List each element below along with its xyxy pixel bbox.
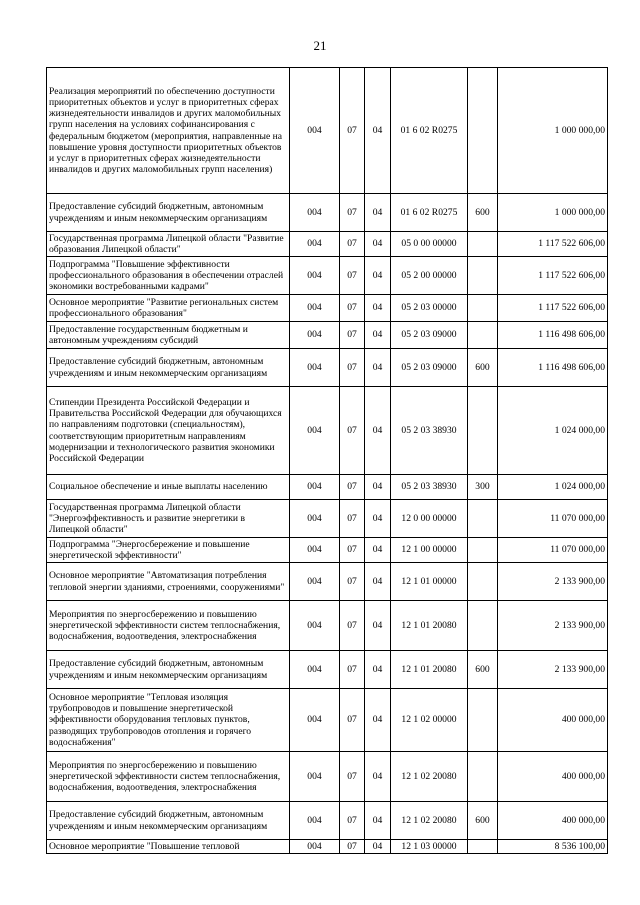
section-code-cell: 07 [340,689,365,752]
ministry-code-cell: 004 [290,563,340,601]
subsection-code-cell: 04 [365,295,391,322]
target-code-cell: 12 0 00 00000 [391,500,468,538]
ministry-code-cell: 004 [290,257,340,295]
item-name-cell: Мероприятия по энергосбережению и повышению энергетической эффективности систем теплоснабжения, водоснабжения, водоотведения, электроснабжения [47,601,290,651]
ministry-code-cell: 004 [290,349,340,387]
subsection-code-cell: 04 [365,322,391,349]
expense-type-cell: 300 [468,475,498,500]
item-name-cell: Предоставление государственным бюджетным и автономным учреждениям субсидий [47,322,290,349]
target-code-cell: 12 1 01 00000 [391,563,468,601]
table-row [47,563,608,601]
subsection-code-cell: 04 [365,349,391,387]
item-name-cell: Государственная программа Липецкой области "Энергоэффективность и развитие энергетики в Липецкой области" [47,500,290,538]
amount-cell: 2 133 900,00 [498,601,608,651]
ministry-code-cell: 004 [290,601,340,651]
target-code-cell: 05 0 00 00000 [391,232,468,257]
expense-type-cell [468,752,498,802]
ministry-code-cell: 004 [290,387,340,475]
section-code-cell: 07 [340,194,365,232]
amount-cell: 400 000,00 [498,802,608,840]
target-code-cell: 01 6 02 R0275 [391,68,468,194]
table-body [47,68,608,854]
target-code-cell: 12 1 00 00000 [391,538,468,563]
target-code-cell: 12 1 01 20080 [391,651,468,689]
item-name-cell: Стипендии Президента Российской Федерации и Правительства Российской Федерации для обучающихся по направлениям подготовки (специальностям), соответствующим приоритетным направлениям модернизации и технологического развития экономики Российской Федерации [47,387,290,475]
section-code-cell: 07 [340,651,365,689]
table-row [47,349,608,387]
table-row [47,194,608,232]
subsection-code-cell: 04 [365,689,391,752]
expense-type-cell [468,295,498,322]
target-code-cell: 12 1 03 00000 [391,840,468,854]
expense-type-cell: 600 [468,194,498,232]
expense-type-cell: 600 [468,802,498,840]
section-code-cell: 07 [340,322,365,349]
target-code-cell: 05 2 00 00000 [391,257,468,295]
amount-cell: 2 133 900,00 [498,651,608,689]
ministry-code-cell: 004 [290,689,340,752]
table-row [47,802,608,840]
section-code-cell: 07 [340,752,365,802]
table-row [47,257,608,295]
table-row [47,387,608,475]
ministry-code-cell: 004 [290,538,340,563]
amount-cell: 1 117 522 606,00 [498,295,608,322]
target-code-cell: 01 6 02 R0275 [391,194,468,232]
section-code-cell: 07 [340,295,365,322]
expense-type-cell: 600 [468,651,498,689]
subsection-code-cell: 04 [365,802,391,840]
table-row [47,752,608,802]
subsection-code-cell: 04 [365,194,391,232]
subsection-code-cell: 04 [365,68,391,194]
amount-cell: 1 117 522 606,00 [498,257,608,295]
table-row [47,68,608,194]
subsection-code-cell: 04 [365,538,391,563]
expense-type-cell [468,387,498,475]
section-code-cell: 07 [340,232,365,257]
expense-type-cell [468,322,498,349]
table-row [47,295,608,322]
target-code-cell: 05 2 03 38930 [391,475,468,500]
table-row [47,500,608,538]
subsection-code-cell: 04 [365,257,391,295]
expense-type-cell [468,563,498,601]
expense-type-cell [468,601,498,651]
expense-type-cell [468,840,498,854]
item-name-cell: Государственная программа Липецкой области "Развитие образования Липецкой области" [47,232,290,257]
ministry-code-cell: 004 [290,194,340,232]
amount-cell: 1 024 000,00 [498,475,608,500]
amount-cell: 11 070 000,00 [498,538,608,563]
target-code-cell: 12 1 02 20080 [391,802,468,840]
section-code-cell: 07 [340,257,365,295]
target-code-cell: 05 2 03 09000 [391,322,468,349]
section-code-cell: 07 [340,601,365,651]
amount-cell: 1 116 498 606,00 [498,322,608,349]
section-code-cell: 07 [340,475,365,500]
amount-cell: 2 133 900,00 [498,563,608,601]
amount-cell: 8 536 100,00 [498,840,608,854]
expense-type-cell [468,689,498,752]
ministry-code-cell: 004 [290,802,340,840]
expense-type-cell [468,232,498,257]
table-row [47,538,608,563]
section-code-cell: 07 [340,563,365,601]
table-row [47,689,608,752]
item-name-cell: Предоставление субсидий бюджетным, автономным учреждениям и иным некоммерческим организациям [47,194,290,232]
amount-cell: 1 000 000,00 [498,194,608,232]
section-code-cell: 07 [340,68,365,194]
amount-cell: 1 000 000,00 [498,68,608,194]
item-name-cell: Предоставление субсидий бюджетным, автономным учреждениям и иным некоммерческим организациям [47,349,290,387]
subsection-code-cell: 04 [365,840,391,854]
subsection-code-cell: 04 [365,651,391,689]
section-code-cell: 07 [340,538,365,563]
item-name-cell: Подпрограмма "Повышение эффективности профессионального образования в обеспечении отраслей экономики востребованными кадрами" [47,257,290,295]
ministry-code-cell: 004 [290,295,340,322]
section-code-cell: 07 [340,387,365,475]
item-name-cell: Мероприятия по энергосбережению и повышению энергетической эффективности систем теплоснабжения, водоснабжения, водоотведения, электроснабжения [47,752,290,802]
amount-cell: 1 117 522 606,00 [498,232,608,257]
subsection-code-cell: 04 [365,563,391,601]
target-code-cell: 05 2 03 38930 [391,387,468,475]
target-code-cell: 12 1 02 20080 [391,752,468,802]
item-name-cell: Предоставление субсидий бюджетным, автономным учреждениям и иным некоммерческим организациям [47,802,290,840]
expense-type-cell [468,257,498,295]
table-row [47,840,608,854]
target-code-cell: 12 1 02 00000 [391,689,468,752]
ministry-code-cell: 004 [290,475,340,500]
amount-cell: 11 070 000,00 [498,500,608,538]
subsection-code-cell: 04 [365,387,391,475]
subsection-code-cell: 04 [365,601,391,651]
ministry-code-cell: 004 [290,68,340,194]
expense-type-cell [468,538,498,563]
expense-type-cell: 600 [468,349,498,387]
amount-cell: 1 024 000,00 [498,387,608,475]
item-name-cell: Предоставление субсидий бюджетным, автономным учреждениям и иным некоммерческим организациям [47,651,290,689]
item-name-cell: Социальное обеспечение и иные выплаты населению [47,475,290,500]
ministry-code-cell: 004 [290,322,340,349]
budget-table [46,67,608,854]
subsection-code-cell: 04 [365,752,391,802]
target-code-cell: 05 2 03 09000 [391,349,468,387]
page-number: 21 [313,38,327,53]
section-code-cell: 07 [340,840,365,854]
ministry-code-cell: 004 [290,500,340,538]
table-row [47,322,608,349]
amount-cell: 1 116 498 606,00 [498,349,608,387]
item-name-cell: Основное мероприятие "Развитие региональных систем профессионального образования" [47,295,290,322]
amount-cell: 400 000,00 [498,689,608,752]
table-row [47,475,608,500]
item-name-cell: Реализация мероприятий по обеспечению доступности приоритетных объектов и услуг в приоритетных сферах жизнедеятельности инвалидов и других маломобильных групп населения на условиях софинансирования с федеральным бюджетом (мероприятия, направленные на повышение уровня доступности приоритетных объектов и услуг в приоритетных сферах жизнедеятельности инвалидов и других маломобильных групп населения) [47,68,290,194]
expense-type-cell [468,68,498,194]
item-name-cell: Основное мероприятие "Повышение тепловой [47,840,290,854]
table-row [47,232,608,257]
expense-type-cell [468,500,498,538]
target-code-cell: 12 1 01 20080 [391,601,468,651]
item-name-cell: Основное мероприятие "Автоматизация потребления тепловой энергии зданиями, строениями, сооружениями" [47,563,290,601]
ministry-code-cell: 004 [290,840,340,854]
item-name-cell: Основное мероприятие "Тепловая изоляция трубопроводов и повышение энергетической эффективности оборудования тепловых пунктов, разводящих трубопроводов отопления и горячего водоснабжения" [47,689,290,752]
section-code-cell: 07 [340,500,365,538]
target-code-cell: 05 2 03 00000 [391,295,468,322]
section-code-cell: 07 [340,349,365,387]
amount-cell: 400 000,00 [498,752,608,802]
table-row [47,651,608,689]
section-code-cell: 07 [340,802,365,840]
ministry-code-cell: 004 [290,651,340,689]
ministry-code-cell: 004 [290,752,340,802]
subsection-code-cell: 04 [365,500,391,538]
item-name-cell: Подпрограмма "Энергосбережение и повышение энергетической эффективности" [47,538,290,563]
subsection-code-cell: 04 [365,475,391,500]
table-row [47,601,608,651]
subsection-code-cell: 04 [365,232,391,257]
ministry-code-cell: 004 [290,232,340,257]
